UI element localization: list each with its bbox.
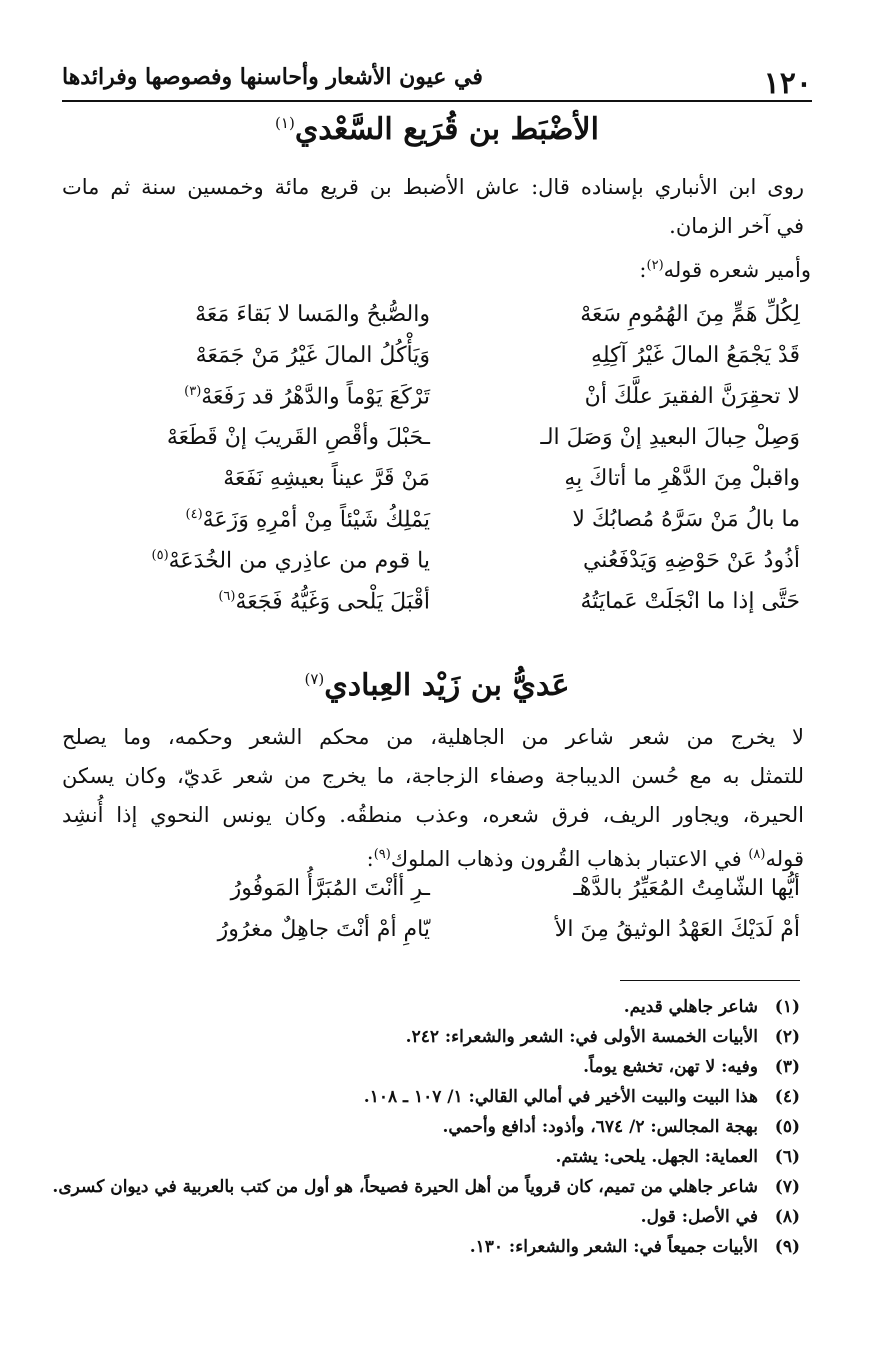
footnote-text: وفيه: لا تهن، تخشع يوماً. <box>583 1057 758 1077</box>
hemistich-second <box>110 425 430 450</box>
intro-colon: : <box>639 258 647 282</box>
paragraph-line: لا يخرج من شعر شاعر من الجاهلية، من محكم الشعر وحكمه، وما يصلح <box>62 725 804 749</box>
footnote-number: (٥) <box>774 1117 800 1137</box>
paragraph-line <box>62 835 804 879</box>
poem-adi <box>110 876 800 958</box>
footnote-text: شاعر جاهلي قديم. <box>623 997 758 1017</box>
hemistich-second <box>110 589 430 614</box>
verse-line <box>110 302 800 343</box>
footnote-text: الأبيات الخمسة الأولى في: الشعر والشعراء: ٢٤٢. <box>405 1027 758 1047</box>
footnote <box>50 992 800 1022</box>
running-title: في عيون الأشعار وأحاسنها وفصوصها وفرائدها <box>62 64 483 90</box>
verse-line <box>110 384 800 425</box>
hemistich-second: ـرِ أأنْتَ المُبَرَّأُ المَوفُورُ <box>230 876 430 901</box>
footnote-number: (٤) <box>774 1087 800 1107</box>
section-heading-adbat <box>62 112 812 147</box>
hemistich-second <box>110 466 430 491</box>
hemistich-first: أذُودُ عَنْ حَوْضِهِ وَيَدْفَعُني <box>582 548 800 573</box>
footnote-number: (٧) <box>774 1177 800 1197</box>
footnote-number: (٨) <box>774 1207 800 1227</box>
intro-text: وأمير شعره قوله <box>663 258 811 282</box>
verse-line <box>110 548 800 589</box>
footnote-number: (٩) <box>774 1237 800 1257</box>
verse-line <box>110 343 800 384</box>
footnote-number: (١) <box>774 997 800 1017</box>
verse-line <box>110 507 800 548</box>
hemistich-first: ما بالُ مَنْ سَرَّهُ مُصابُكَ لا <box>572 507 800 532</box>
hemistich-first: أمْ لَدَيْكَ العَهْدُ الوثيقُ مِنَ الأ <box>554 917 800 942</box>
poem-adbat <box>110 302 800 630</box>
intro-paragraph-adbat <box>62 168 804 246</box>
footnote-ref: (١) <box>275 114 295 132</box>
hemistich-second: يّامِ أمْ أنْتَ جاهِلٌ مغرُورُ <box>217 917 430 942</box>
heading-text: عَديُّ بن زَيْد العِبادي <box>324 668 570 703</box>
footnote <box>50 1112 800 1142</box>
hemistich-text: مَنْ قَرَّ عيناً بعيشِهِ نَفَعَهْ <box>223 466 430 491</box>
page-header <box>62 58 812 100</box>
hemistich-text: ـحَبْلَ وأقْصِ القَريبَ إنْ قَطَعَهْ <box>166 425 430 450</box>
hemistich-first: وَصِلْ حِبالَ البعيدِ إنْ وَصَلَ الـ <box>540 425 800 450</box>
footnote <box>50 1022 800 1052</box>
line-text: قوله <box>765 847 804 871</box>
verse-line <box>110 466 800 507</box>
footnote-ref: (٤) <box>185 507 203 522</box>
header-rule <box>62 100 812 102</box>
footnote <box>50 1052 800 1082</box>
hemistich-text: تَرْكَعَ يَوْماً والدَّهْرُ قد رَفَعَهْ <box>201 384 430 410</box>
hemistich-first: أيُّها الشّامِتُ المُعَيِّرُ بالدَّهْـ <box>573 876 800 901</box>
hemistich-text: وَيَأْكُلُ المالَ غَيْرُ مَنْ جَمَعَهْ <box>195 343 430 368</box>
footnote-ref: (٦) <box>218 589 236 604</box>
hemistich-first: حَتَّى إذا ما انْجَلَتْ عَمايَتُهُ <box>580 589 800 614</box>
section-heading-adi <box>62 668 812 703</box>
verse-line <box>110 917 800 958</box>
footnote-ref: (٢) <box>646 258 664 273</box>
hemistich-second <box>110 507 430 532</box>
hemistich-text: أقْبَلَ يَلْحى وَغَيُّهُ فَجَعَهْ <box>235 589 430 615</box>
paragraph-line: للتمثل به مع حُسن الديباجة وصفاء الزجاجة، ما يخرج من شعر عَديّ، وكان يسكن <box>62 764 804 788</box>
hemistich-first: واقبلْ مِنَ الدَّهْرِ ما أتاكَ بِهِ <box>564 466 800 491</box>
footnote-ref: (٩) <box>373 847 391 862</box>
footnote-ref: (٥) <box>151 548 169 563</box>
footnote-text: في الأصل: قول. <box>640 1207 758 1227</box>
footnote-ref: (٨) <box>748 847 766 862</box>
footnote-text: الأبيات جميعاً في: الشعر والشعراء: ١٣٠. <box>469 1237 758 1257</box>
hemistich-text: يا قوم من عاذِري من الخُدَعَهْ <box>168 548 430 574</box>
hemistich-first: لِكُلِّ هَمٍّ مِنَ الهُمُومِ سَعَهْ <box>580 302 800 327</box>
paragraph-line: في آخر الزمان. <box>669 214 804 238</box>
footnote-ref: (٧) <box>304 670 325 688</box>
heading-text: الأضْبَط بن قُرَيع السَّعْدي <box>294 112 599 147</box>
line-text: في الاعتبار بذهاب القُرون وذهاب الملوك <box>390 847 749 871</box>
hemistich-second <box>110 302 430 327</box>
hemistich-first: قَدْ يَجْمَعُ المالَ غَيْرُ آكِلِهِ <box>591 343 800 368</box>
footnote-number: (٣) <box>774 1057 800 1077</box>
footnote-text: شاعر جاهلي من تميم، كان قروياً من أهل الحيرة فصيحاً، هو أول من كتب بالعربية في ديوان كسرى. <box>52 1177 758 1197</box>
verse-line <box>110 876 800 917</box>
footnote <box>50 1202 800 1232</box>
hemistich-second <box>110 343 430 368</box>
footnote <box>50 1232 800 1262</box>
verse-line <box>110 589 800 630</box>
footnote <box>50 1142 800 1172</box>
footnote-text: هذا البيت والبيت الأخير في أمالي القالي: ١/ ١٠٧ ـ ١٠٨. <box>363 1087 758 1107</box>
intro-paragraph-adi <box>62 718 804 879</box>
verse-line <box>110 425 800 466</box>
footnote-text: بهجة المجالس: ٢/ ٦٧٤، وأذود: أدافع وأحمي. <box>442 1117 758 1137</box>
footnote <box>50 1082 800 1112</box>
footnote <box>50 1172 800 1202</box>
hemistich-text: يَمْلِكُ شَيْئاً مِنْ أمْرِهِ وَزَعَهْ <box>202 507 430 533</box>
footnote-number: (٦) <box>774 1147 800 1167</box>
paragraph-line: روى ابن الأنباري بإسناده قال: عاش الأضبط بن قريع مائة وخمسين سنة ثم مات <box>62 175 804 199</box>
hemistich-text: والصُّبحُ والمَسا لا بَقاءَ مَعَهْ <box>195 302 430 327</box>
verse-intro <box>639 258 811 282</box>
footnote-ref: (٣) <box>184 384 202 399</box>
footnote-number: (٢) <box>774 1027 800 1047</box>
footnote-text: العماية: الجهل. يلحى: يشتم. <box>555 1147 758 1167</box>
hemistich-first: لا تحقِرَنَّ الفقيرَ علَّكَ أنْ <box>584 384 800 409</box>
hemistich-second <box>110 548 430 573</box>
footnotes <box>50 992 800 1262</box>
hemistich-second <box>110 384 430 409</box>
page-number: ١٢٠ <box>763 66 812 101</box>
line-colon: : <box>366 847 374 871</box>
footnote-rule <box>620 980 800 981</box>
paragraph-line: الحيرة، ويجاور الريف، فرق شعره، وعذب منطقُه. وكان يونس النحوي إذا أُنشِد <box>62 803 804 827</box>
